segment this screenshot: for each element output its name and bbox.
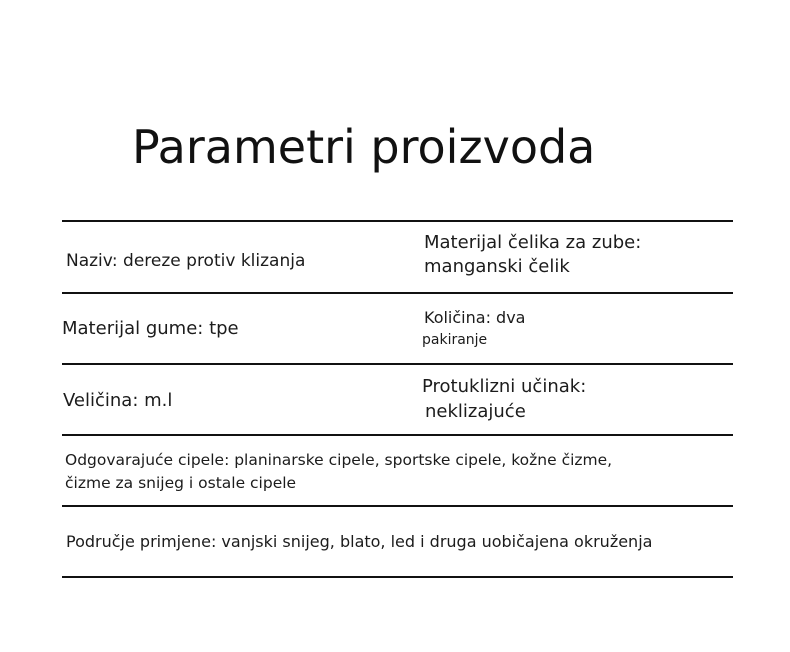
param-application-area: Područje primjene: vanjski snijeg, blato, led i druga uobičajena okruženja — [66, 532, 653, 551]
param-quantity — [424, 308, 525, 348]
param-steel-material-value: manganski čelik — [424, 256, 570, 277]
param-quantity-label: Količina: dva — [424, 308, 526, 327]
table-divider — [62, 434, 733, 436]
param-steel-material-label: Materijal čelika za zube: — [424, 232, 642, 253]
page-title: Parametri proizvoda — [132, 120, 596, 174]
param-suitable-shoes — [65, 451, 612, 492]
param-size: Veličina: m.l — [63, 390, 173, 411]
table-divider — [62, 220, 733, 222]
param-rubber-material: Materijal gume: tpe — [62, 318, 239, 339]
table-divider — [62, 292, 733, 294]
param-suitable-shoes-line2: čizme za snijeg i ostale cipele — [65, 474, 297, 492]
param-anti-slip-effect-value: neklizajuće — [425, 401, 526, 422]
table-divider — [62, 505, 733, 507]
param-quantity-value: pakiranje — [422, 332, 488, 348]
table-divider — [62, 576, 733, 578]
param-suitable-shoes-line1: Odgovarajuće cipele: planinarske cipele, sportske cipele, kožne čizme, — [65, 451, 613, 469]
param-name: Naziv: dereze protiv klizanja — [66, 251, 306, 271]
param-anti-slip-effect — [422, 376, 586, 422]
param-steel-material — [424, 232, 641, 277]
param-anti-slip-effect-label: Protuklizni učinak: — [422, 376, 587, 397]
table-divider — [62, 363, 733, 365]
